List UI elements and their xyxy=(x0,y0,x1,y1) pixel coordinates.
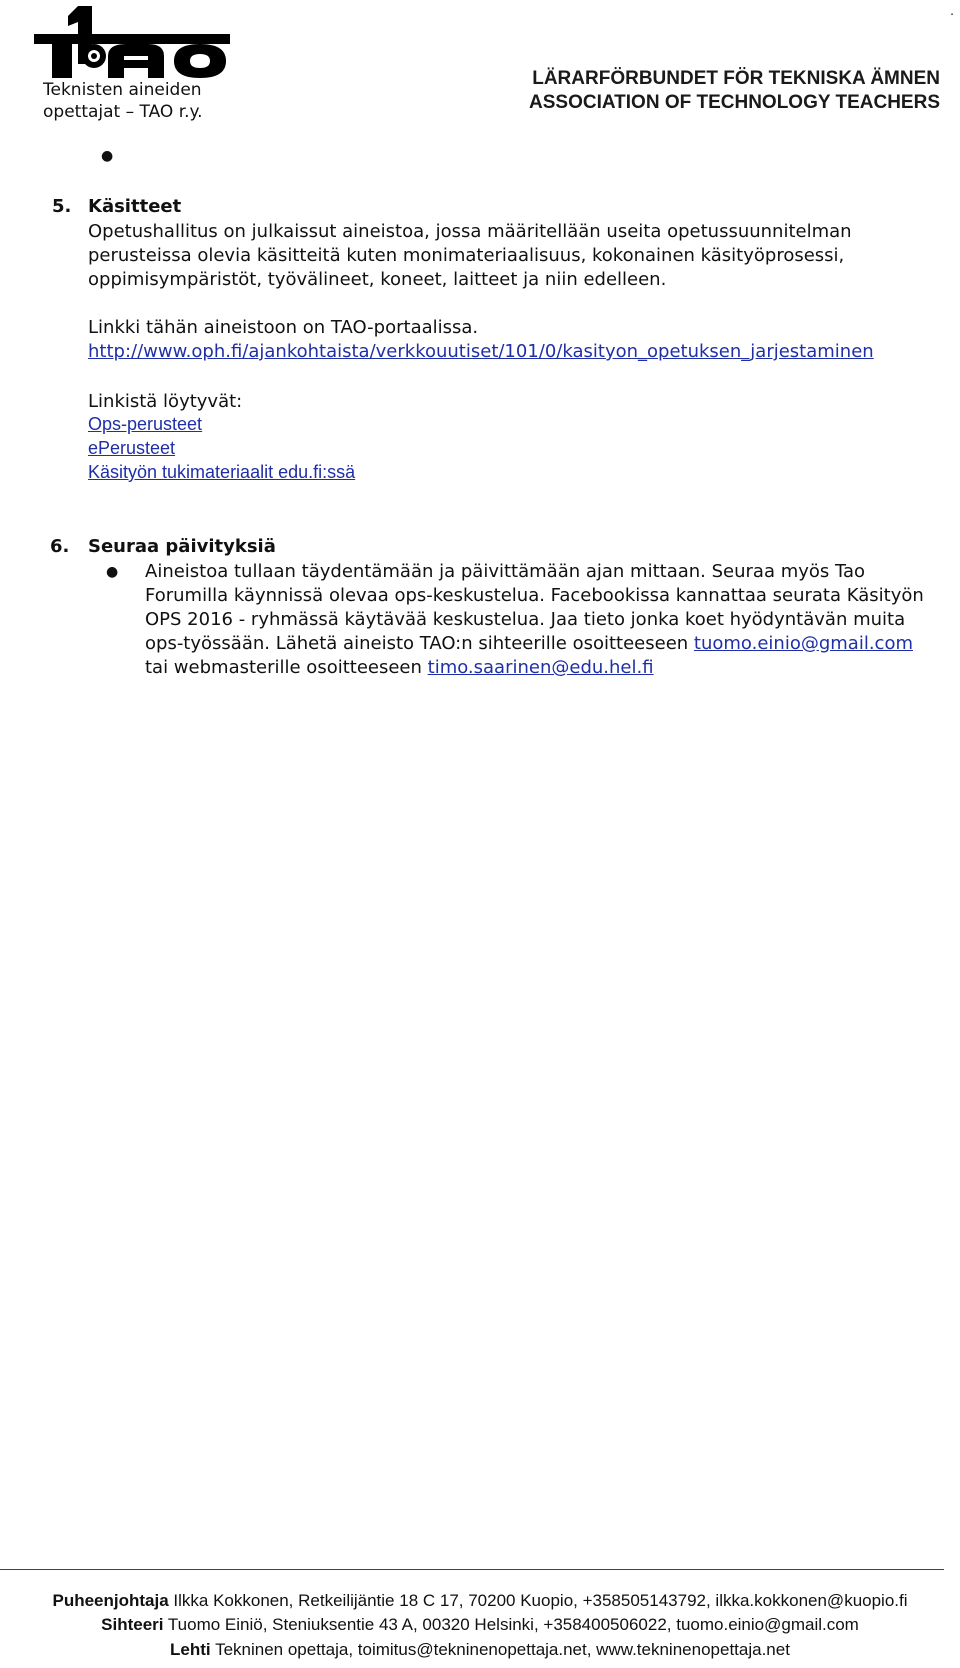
logo-line1: Teknisten aineiden xyxy=(43,80,202,100)
section-6-line: Aineistoa tullaan täydentämään ja päivittämään ajan mittaan. Seuraa myös Tao xyxy=(145,561,866,582)
footer-secretary-text: Tuomo Einiö, Steniuksentie 43 A, 00320 Helsinki, +358400506022, tuomo.einio@gmail.com xyxy=(163,1615,859,1634)
section-6-line xyxy=(145,632,945,656)
footer-secretary xyxy=(0,1615,960,1635)
org-name-english: ASSOCIATION OF TECHNOLOGY TEACHERS xyxy=(529,92,940,113)
section-6-title: Seuraa päivityksiä xyxy=(88,536,276,557)
section-6-line xyxy=(145,656,945,680)
org-name-swedish: LÄRARFÖRBUNDET FÖR TEKNISKA ÄMNEN xyxy=(532,68,940,89)
footer-secretary-label: Sihteeri xyxy=(101,1615,164,1634)
footer-chair-text: Ilkka Kokkonen, Retkeilijäntie 18 C 17, 70200 Kuopio, +358505143792, ilkka.kokkonen@kuopio.fi xyxy=(168,1591,908,1610)
section-5-number: 5. xyxy=(52,196,72,217)
section-6-number: 6. xyxy=(50,536,70,557)
section-5-title: Käsitteet xyxy=(88,196,182,217)
found-label: Linkistä löytyvät: xyxy=(88,391,243,412)
email-link-secretary[interactable]: tuomo.einio@gmail.com xyxy=(693,633,913,654)
eperusteet-link[interactable]: ePerusteet xyxy=(88,438,176,458)
email-link-webmaster[interactable]: timo.saarinen@edu.hel.fi xyxy=(427,657,654,678)
oph-url-link[interactable]: http://www.oph.fi/ajankohtaista/verkkouutiset/101/0/kasityon_opetuksen_jarjestaminen xyxy=(88,341,874,362)
section-5-line: perusteissa olevia käsitteitä kuten monimateriaalisuus, kokonainen käsityöprosessi, xyxy=(88,245,845,266)
list-bullet: ● xyxy=(106,564,119,580)
section-5-line: Opetushallitus on julkaissut aineistoa, jossa määritellään useita opetussuunnitelman xyxy=(88,221,852,242)
section-6-line: Forumilla käynnissä olevaa ops-keskustelua. Facebookissa kannattaa seurata Käsityön xyxy=(145,585,924,606)
section-6-line5-text: tai webmasterille osoitteeseen xyxy=(145,657,428,678)
section-5-line: oppimisympäristöt, työvälineet, koneet, laitteet ja niin edelleen. xyxy=(88,269,667,290)
link-intro: Linkki tähän aineistoon on TAO-portaalissa. xyxy=(88,317,479,338)
section-6-line: OPS 2016 - ryhmässä käytävää keskustelua. Jaa tieto jonka koet hyödyntävän muita xyxy=(145,609,906,630)
section-6-line4-text: ops-työssään. Lähetä aineisto TAO:n sihteerille osoitteeseen xyxy=(145,633,694,654)
footer-magazine xyxy=(0,1640,960,1660)
footer-divider xyxy=(0,1569,944,1570)
tukimateriaalit-link[interactable]: Käsityön tukimateriaalit edu.fi:ssä xyxy=(88,462,356,482)
footer-magazine-label: Lehti xyxy=(170,1640,211,1659)
footer-chair xyxy=(0,1591,960,1611)
footer-chair-label: Puheenjohtaja xyxy=(52,1591,169,1610)
footer-magazine-text: Tekninen opettaja, toimitus@tekninenopettaja.net, www.tekninenopettaja.net xyxy=(210,1640,790,1659)
corner-dot: . xyxy=(950,4,954,18)
bullet-dot: ● xyxy=(101,148,114,164)
logo-line2: opettajat – TAO r.y. xyxy=(43,102,203,122)
ops-perusteet-link[interactable]: Ops-perusteet xyxy=(88,414,203,434)
